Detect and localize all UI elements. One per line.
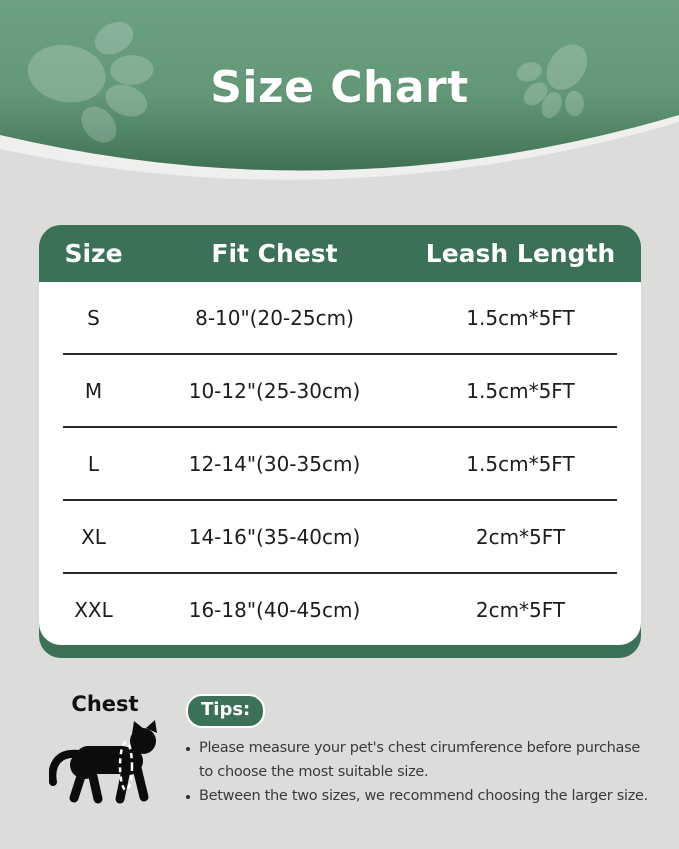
size-cell: XXL — [74, 597, 113, 622]
column-header-leash-length: Leash Length — [425, 239, 616, 268]
fit-chest-cell: 12-14"(30-35cm) — [188, 451, 361, 476]
size-cell: M — [84, 378, 103, 403]
size-cell: XL — [81, 524, 106, 549]
leash-length-cell: 1.5cm*5FT — [466, 378, 575, 403]
fit-chest-cell: 8-10"(20-25cm) — [195, 305, 354, 330]
table-row-xl — [39, 501, 641, 572]
table-row-xxl — [39, 574, 641, 645]
table-header-row — [39, 225, 641, 282]
tips-badge: Tips: — [186, 694, 265, 728]
table-row-m — [39, 355, 641, 426]
tips-list — [186, 737, 669, 809]
leash-length-cell: 2cm*5FT — [475, 524, 566, 549]
tips-block — [186, 692, 669, 810]
size-chart-card — [39, 225, 641, 645]
cat-icon — [49, 720, 161, 810]
tip-line: Between the two sizes, we recommend choosing the larger size. — [199, 787, 648, 804]
column-header-fit-chest: Fit Chest — [211, 239, 338, 268]
chest-label: Chest — [71, 692, 139, 716]
table-row-l — [39, 428, 641, 499]
tip-text — [199, 737, 640, 785]
column-header-size: Size — [64, 239, 123, 268]
fit-chest-cell: 14-16"(35-40cm) — [188, 524, 361, 549]
tip-item — [186, 785, 669, 809]
size-cell: L — [87, 451, 100, 476]
page-title: Size Chart — [210, 62, 469, 113]
tip-text — [199, 785, 648, 809]
size-cell: S — [87, 305, 100, 330]
bullet-dot-icon — [186, 795, 190, 799]
leash-length-cell: 2cm*5FT — [475, 597, 566, 622]
leash-length-cell: 1.5cm*5FT — [466, 451, 575, 476]
measuring-tips-section — [0, 692, 679, 810]
tip-line: to choose the most suitable size. — [199, 763, 429, 780]
leash-length-cell: 1.5cm*5FT — [466, 305, 575, 330]
chest-illustration-block — [44, 692, 166, 810]
tip-line: Please measure your pet's chest cirumference before purchase — [199, 740, 641, 756]
bullet-dot-icon — [186, 747, 190, 751]
tip-item — [186, 737, 669, 785]
header-banner — [0, 0, 679, 175]
table-row-s — [39, 282, 641, 353]
fit-chest-cell: 10-12"(25-30cm) — [188, 378, 361, 403]
fit-chest-cell: 16-18"(40-45cm) — [188, 597, 361, 622]
